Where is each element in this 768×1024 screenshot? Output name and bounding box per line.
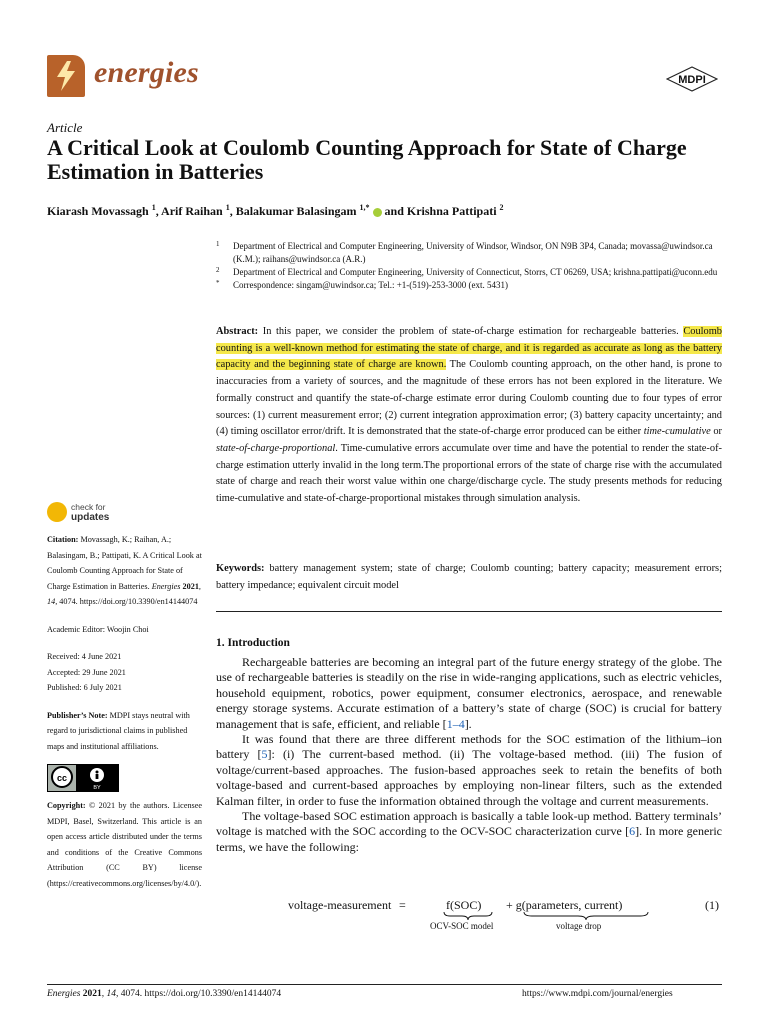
affiliation-item: 2 Department of Electrical and Computer Engineering, University of Connecticut, Storrs, CT 06269, USA; krishna.pattipati@uconn.edu	[216, 266, 718, 277]
cc-by-license-icon[interactable]	[47, 764, 119, 792]
affiliation-item: * Correspondence: singam@uwindsor.ca; Tel.: +1-(519)-253-3000 (ext. 5431)	[216, 279, 509, 290]
citation: Citation: Movassagh, K.; Raihan, A.; Balasingam, B.; Pattipati, K. A Critical Look at Coulomb Counting Approach for State of Charge Estimation in Batteries. Energies 2021, 14, 4074. https://doi.org/10.3390/en14144074	[47, 535, 202, 606]
journal-url-link[interactable]: https://www.mdpi.com/journal/energies	[522, 989, 673, 999]
equation-underlabel: OCV-SOC model	[430, 921, 494, 931]
equation-equals: =	[399, 898, 406, 912]
svg-text:cc: cc	[56, 773, 68, 783]
keywords: Keywords: battery management system; state of charge; Coulomb counting; battery capacity; measurement errors; battery impedance; equivalent circuit model	[216, 563, 722, 591]
journal-name: energies	[94, 56, 199, 89]
paragraph: It was found that there are three different methods for the SOC estimation of the lithium–ion battery [5]: (i) The current-based method. (ii) The voltage-based method. (iii) The fusion of voltage/current-based approaches. The fusion-based approaches seek to retain the benefits of both voltage-based and current-based approaches by employing non-linear filters, such as the extended Kalman filter, in order to fuse the information obtained through the voltage and current measurements.	[216, 732, 722, 808]
equation-lhs: voltage-measurement	[288, 898, 392, 912]
reference-link[interactable]: 1–4	[446, 716, 465, 731]
article-title: A Critical Look at Coulomb Counting Approach for State of Charge Estimation in Batteries	[47, 135, 687, 184]
journal-logo-icon	[47, 55, 85, 97]
footer-divider	[47, 984, 722, 985]
check-for-updates-badge[interactable]: check for updates	[47, 500, 167, 526]
section-heading: 1. Introduction	[216, 637, 290, 649]
orcid-icon[interactable]	[373, 208, 382, 217]
abstract: Abstract: In this paper, we consider the problem of state-of-charge estimation for rechargeable batteries. Coulomb counting is a well-known method for estimating the state of charge, and it is regarded as accurate as long as the battery capacity and the beginning state of charge are known. The Coulomb counting approach, on the other hand, is prone to inaccuracies from a variety of sources, and the magnitude of these errors has not been explored in the literature. We formally construct and quantify the state-of-charge estimate error during Coulomb counting due to four types of error sources: (1) current measurement error; (2) current integration approximation error; (3) battery capacity uncertainty; and (4) timing oscillator error/drift. It is demonstrated that the state-of-charge error produced can be either time-cumulative or state-of-charge-proportional. Time-cumulative errors accumulate over time and have the potential to render the state-of-charge estimation utterly invalid in the long term.The proportional errors of the state of charge rise with the accumulated state of charge and reach their worst value within one charge/discharge cycle. The study presents methods for reducing time-cumulative and state-of-charge-proportional mistakes through simulation analysis.	[216, 326, 723, 505]
article-sidebar	[47, 532, 202, 891]
check-updates-icon	[47, 502, 67, 522]
svg-text:BY: BY	[93, 785, 101, 791]
publisher-note: Publisher’s Note: MDPI stays neutral with regard to jurisdictional claims in published maps and institutional affiliations.	[47, 710, 190, 751]
reference-link[interactable]: 5	[261, 747, 268, 762]
highlighted-text: Coulomb counting is a well-known method for estimating the state of charge, and it is regarded as accurate as long as the battery capacity and the beginning state of charge are known.	[216, 326, 722, 371]
author-list: Kiarash Movassagh $^1$, Arif Raihan $^1$, Balakumar Balasingam $^{1,*}$ and Krishna Pattipati $^2$	[47, 203, 504, 218]
equation-number: (1)	[705, 898, 719, 912]
equation-term-g: + g(parameters, current)	[506, 898, 623, 912]
academic-editor: Academic Editor: Woojin Choi	[47, 624, 149, 634]
intro-body	[216, 655, 722, 855]
copyright: Copyright: © 2021 by the authors. Licensee MDPI, Basel, Switzerland. This article is an open access article distributed under the terms and conditions of the Creative Commons Attribution (CC BY) license (https://creativecommons.org/licenses/by/4.0/).	[47, 801, 202, 888]
affiliation-item: 1 Department of Electrical and Computer Engineering, University of Windsor, Windsor, ON N9B 3P4, Canada; movassa@uwindsor.ca (K.M.); raihans@uwindsor.ca (A.R.)	[216, 240, 713, 264]
equation-term-f: f(SOC)	[446, 898, 482, 912]
paragraph: Rechargeable batteries are becoming an integral part of the future energy strategy of the globe. The use of rechargeable batteries is steadily on the rise in wide-ranging applications, such as electric vehicles, household equipment, robotics, power equipment, consumer electronics, aerospace, and renewable energy storage systems. Accurate estimation of a battery’s state of charge (SOC) is crucial for battery management that is safe, efficient, and reliable [1–4].	[216, 655, 722, 731]
paragraph: The voltage-based SOC estimation approach is basically a table look-up method. Battery terminals’ voltage is matched with the SOC according to the OCV-SOC characterization curve [6]. In more generic terms, we have the following:	[216, 809, 722, 854]
reference-link[interactable]: 6	[629, 824, 636, 839]
mdpi-logo-icon	[666, 66, 718, 92]
article-dates: Received: 4 June 2021 Accepted: 29 June 2021 Published: 6 July 2021	[47, 652, 126, 692]
equation-underlabel: voltage drop	[556, 921, 602, 931]
article-type: Article	[47, 120, 83, 135]
section-divider	[216, 611, 722, 612]
svg-text:MDPI: MDPI	[678, 74, 706, 86]
footer-citation: Energies 2021, 14, 4074. https://doi.org/10.3390/en14144074	[47, 989, 282, 999]
affiliations	[216, 240, 726, 292]
